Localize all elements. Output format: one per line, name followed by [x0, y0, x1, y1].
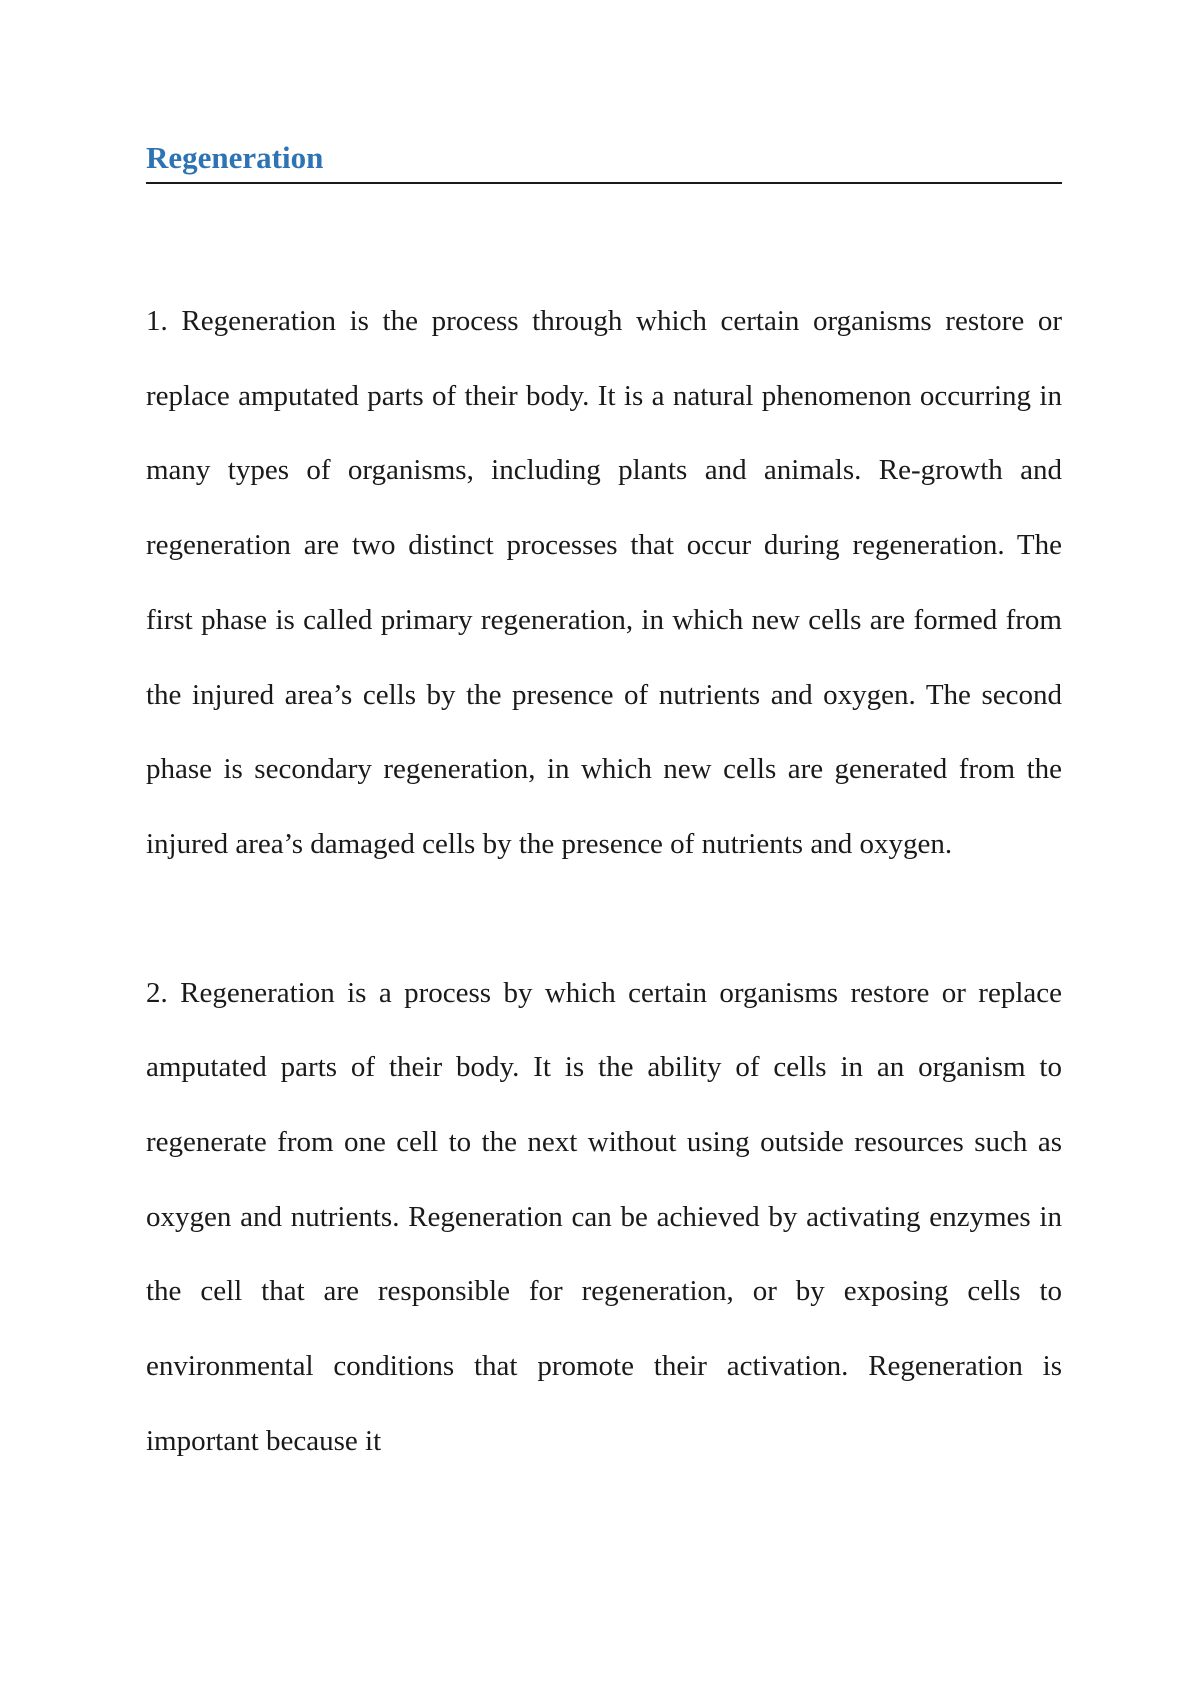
paragraph-1: 1. Regeneration is the process through which certain organisms restore or replace amputated parts of their body. It is a natural phenomenon occurring in many types of organisms, including plants and animals. Re-growth and regeneration are two distinct processes that occur during regeneration. The first phase is called primary regeneration, in which new cells are formed from the injured area’s cells by the presence of nutrients and oxygen. The second phase is secondary regeneration, in which new cells are generated from the injured area’s damaged cells by the presence of nutrients and oxygen. — [146, 305, 1062, 860]
document-title: Regeneration — [146, 138, 1062, 184]
document-page — [146, 138, 1062, 1479]
paragraph-2: 2. Regeneration is a process by which certain organisms restore or replace amputated parts of their body. It is the ability of cells in an organism to regenerate from one cell to the next without using outside resources such as oxygen and nutrients. Regeneration can be achieved by activating enzymes in the cell that are responsible for regeneration, or by exposing cells to environmental conditions that promote their activation. Regeneration is important because it — [146, 976, 1062, 1457]
